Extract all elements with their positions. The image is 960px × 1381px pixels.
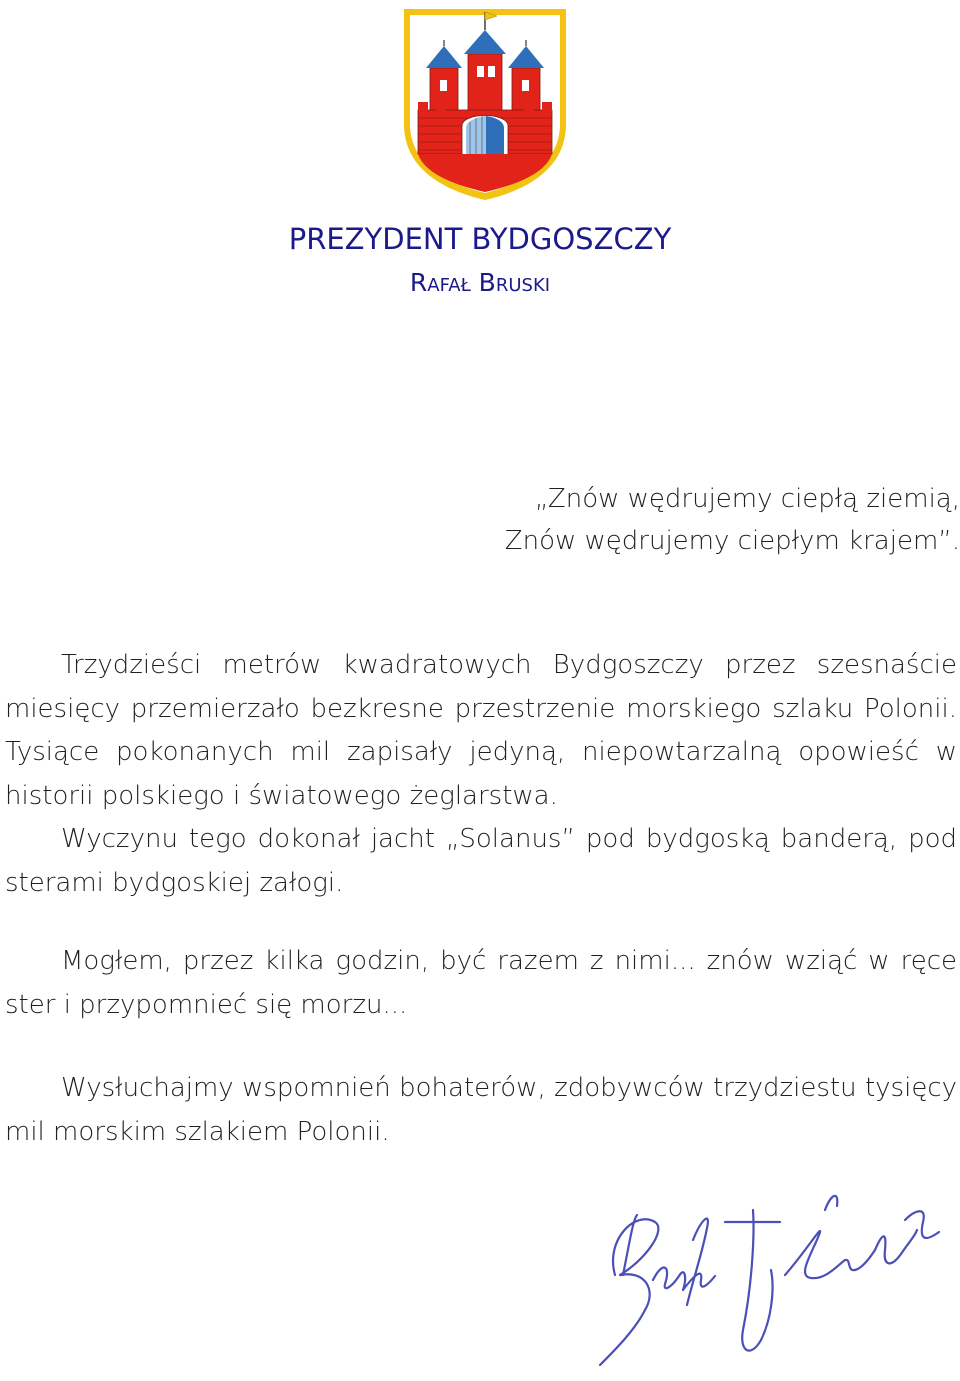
letter-body-3: [5, 1067, 957, 1154]
paragraph-1: Trzydzieści metrów kwadratowych Bydgoszczy przez szesnaście miesięcy przemierzało bezkresne przestrzenie morskiego szlaku Polonii. Tysiące pokonanych mil zapisały jedyną, niepowtarzalną opowieść w historii polskiego i światowego żeglarstwa.: [5, 650, 957, 811]
coat-of-arms-image: [400, 6, 570, 202]
quote-line-2: Znów wędrujemy ciepłym krajem”.: [504, 526, 960, 556]
epigraph-quote: [505, 478, 960, 562]
crest-gate: [462, 116, 508, 157]
author-name: Rafał Bruski: [409, 268, 551, 297]
letter-body: [5, 644, 957, 905]
paragraph-3: Mogłem, przez kilka godzin, być razem z nimi... znów wziąć w ręce ster i przypomnieć się morzu...: [5, 946, 957, 1020]
paragraph-4: Wysłuchajmy wspomnień bohaterów, zdobywców trzydziestu tysięcy mil morskim szlakiem Polonii.: [5, 1073, 957, 1147]
quote-line-1: „Znów wędrujemy ciepłą ziemią,: [534, 484, 960, 514]
page-title: PREZYDENT BYDGOSZCZY: [288, 222, 672, 256]
paragraph-2: Wyczynu tego dokonał jacht „Solanus” pod bydgoską banderą, pod sterami bydgoskiej załogi.: [5, 824, 957, 898]
signature-image: [575, 1180, 955, 1375]
letter-body-2: [5, 940, 957, 1027]
